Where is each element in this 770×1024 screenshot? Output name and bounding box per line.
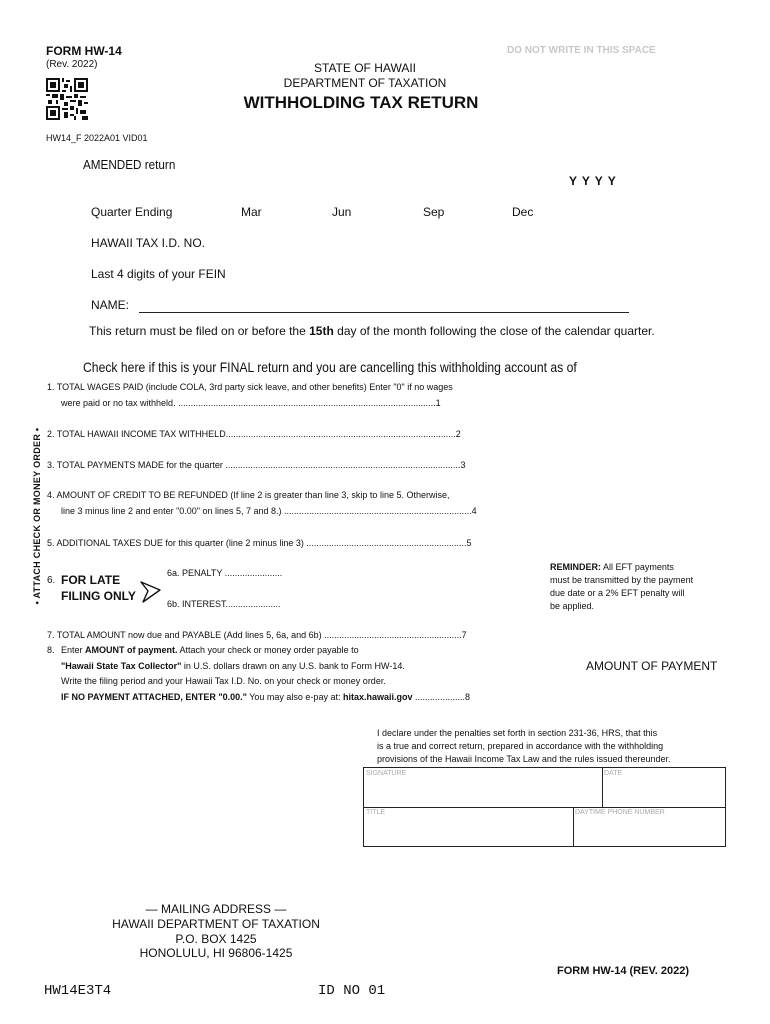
late-filing-label-1: FOR LATE [61,573,121,587]
quarter-option-sep[interactable]: Sep [423,205,445,219]
page-title: WITHHOLDING TAX RETURN [243,93,479,112]
signature-block [363,767,726,847]
line-7-label: 7. TOTAL AMOUNT now due and PAYABLE (Add lines 5, 6a, and 6b) .......................................................7 [47,630,467,640]
line-8-number: 8. [47,645,55,655]
attach-check-side-label: • ATTACH CHECK OR MONEY ORDER • [32,427,42,605]
year-placeholder[interactable]: Y Y Y Y [569,174,617,188]
tax-id-label: HAWAII TAX I.D. NO. [91,236,206,250]
line-8-no-payment: IF NO PAYMENT ATTACHED, ENTER "0.00." You may also e-pay at: hitax.hawaii.gov ....................8 [61,692,470,702]
mailing-address-heading: — MAILING ADDRESS — [145,902,287,916]
qr-code-icon [46,78,88,120]
due-date-notice: This return must be filed on or before the 15th day of the month following the close of the calendar quarter. [89,324,655,338]
late-filing-label-2: FILING ONLY [61,589,136,603]
quarter-option-mar[interactable]: Mar [241,205,262,219]
line-4-label: 4. AMOUNT OF CREDIT TO BE REFUNDED (If line 2 is greater than line 3, skip to line 5. Otherwise, [47,490,450,500]
quarter-ending-label: Quarter Ending [91,205,173,219]
name-field[interactable] [139,312,629,313]
quarter-option-dec[interactable]: Dec [512,205,534,219]
do-not-write-notice: DO NOT WRITE IN THIS SPACE [507,45,656,56]
declaration-text: I declare under the penalties set forth in section 231-36, HRS, that this is a true and correct return, prepared in accordance with the withholding provisions of the Hawaii Income Tax Law and the rules issued thereunder. [377,728,671,764]
line-4-continued: line 3 minus line 2 and enter "0.00" on lines 5, 7 and 8.) ...........................................................................4 [61,506,477,516]
line-1-label: 1. TOTAL WAGES PAID (include COLA, 3rd party sick leave, and other benefits) Enter "0" if no wages [47,382,453,392]
department-name: DEPARTMENT OF TAXATION [283,76,447,90]
epay-link[interactable]: hitax.hawaii.gov [342,692,413,702]
footer-code-left: HW14E3T4 [44,983,112,999]
amended-return-label[interactable]: AMENDED return [83,157,176,172]
final-return-checkbox-label[interactable]: Check here if this is your FINAL return and you are cancelling this withholding account as of [83,359,577,375]
line-8-payee: "Hawaii State Tax Collector" in U.S. dollars drawn on any U.S. bank to Form HW-14. [61,661,405,671]
line-8-instructions: Write the filing period and your Hawaii Tax I.D. No. on your check or money order. [61,676,386,686]
signature-field[interactable]: SIGNATURE [366,770,407,777]
line-2-label: 2. TOTAL HAWAII INCOME TAX WITHHELD............................................................................................2 [47,429,461,439]
name-label: NAME: [91,298,130,312]
quarter-option-jun[interactable]: Jun [332,205,352,219]
footer-code-id: ID NO 01 [318,983,386,999]
line-3-label: 3. TOTAL PAYMENTS MADE for the quarter ..............................................................................................3 [47,460,466,470]
amount-of-payment-label: AMOUNT OF PAYMENT [586,659,718,673]
line-1-continued: were paid or no tax withheld. .......................................................................................................1 [61,398,441,408]
phone-field[interactable]: DAYTIME PHONE NUMBER [575,809,665,816]
mailing-address-line-3: HONOLULU, HI 96806-1425 [139,946,293,960]
mailing-address-line-2: P.O. BOX 1425 [175,932,257,946]
date-field[interactable]: DATE [604,770,623,777]
eft-reminder: REMINDER: All EFT payments must be transmitted by the payment due date or a 2% EFT penalty will be applied. [550,562,694,611]
arrow-pointer-icon [140,580,162,604]
form-code: HW14_F 2022A01 VID01 [46,133,148,143]
state-name: STATE OF HAWAII [314,61,416,75]
line-6b-interest: 6b. INTEREST...................... [167,599,281,609]
mailing-address-line-1: HAWAII DEPARTMENT OF TAXATION [112,917,320,931]
line-6a-penalty: 6a. PENALTY ....................... [167,568,283,578]
form-revision: (Rev. 2022) [46,59,98,70]
form-id: FORM HW-14 [46,44,122,58]
title-field[interactable]: TITLE [366,809,386,816]
line-6-number: 6. [47,575,56,586]
line-5-label: 5. ADDITIONAL TAXES DUE for this quarter (line 2 minus line 3) ................................................................5 [47,538,472,548]
form-revision-footer: FORM HW-14 (REV. 2022) [557,965,690,977]
line-8-label: Enter AMOUNT of payment. Attach your check or money order payable to [61,645,359,655]
fein-label: Last 4 digits of your FEIN [91,267,226,281]
